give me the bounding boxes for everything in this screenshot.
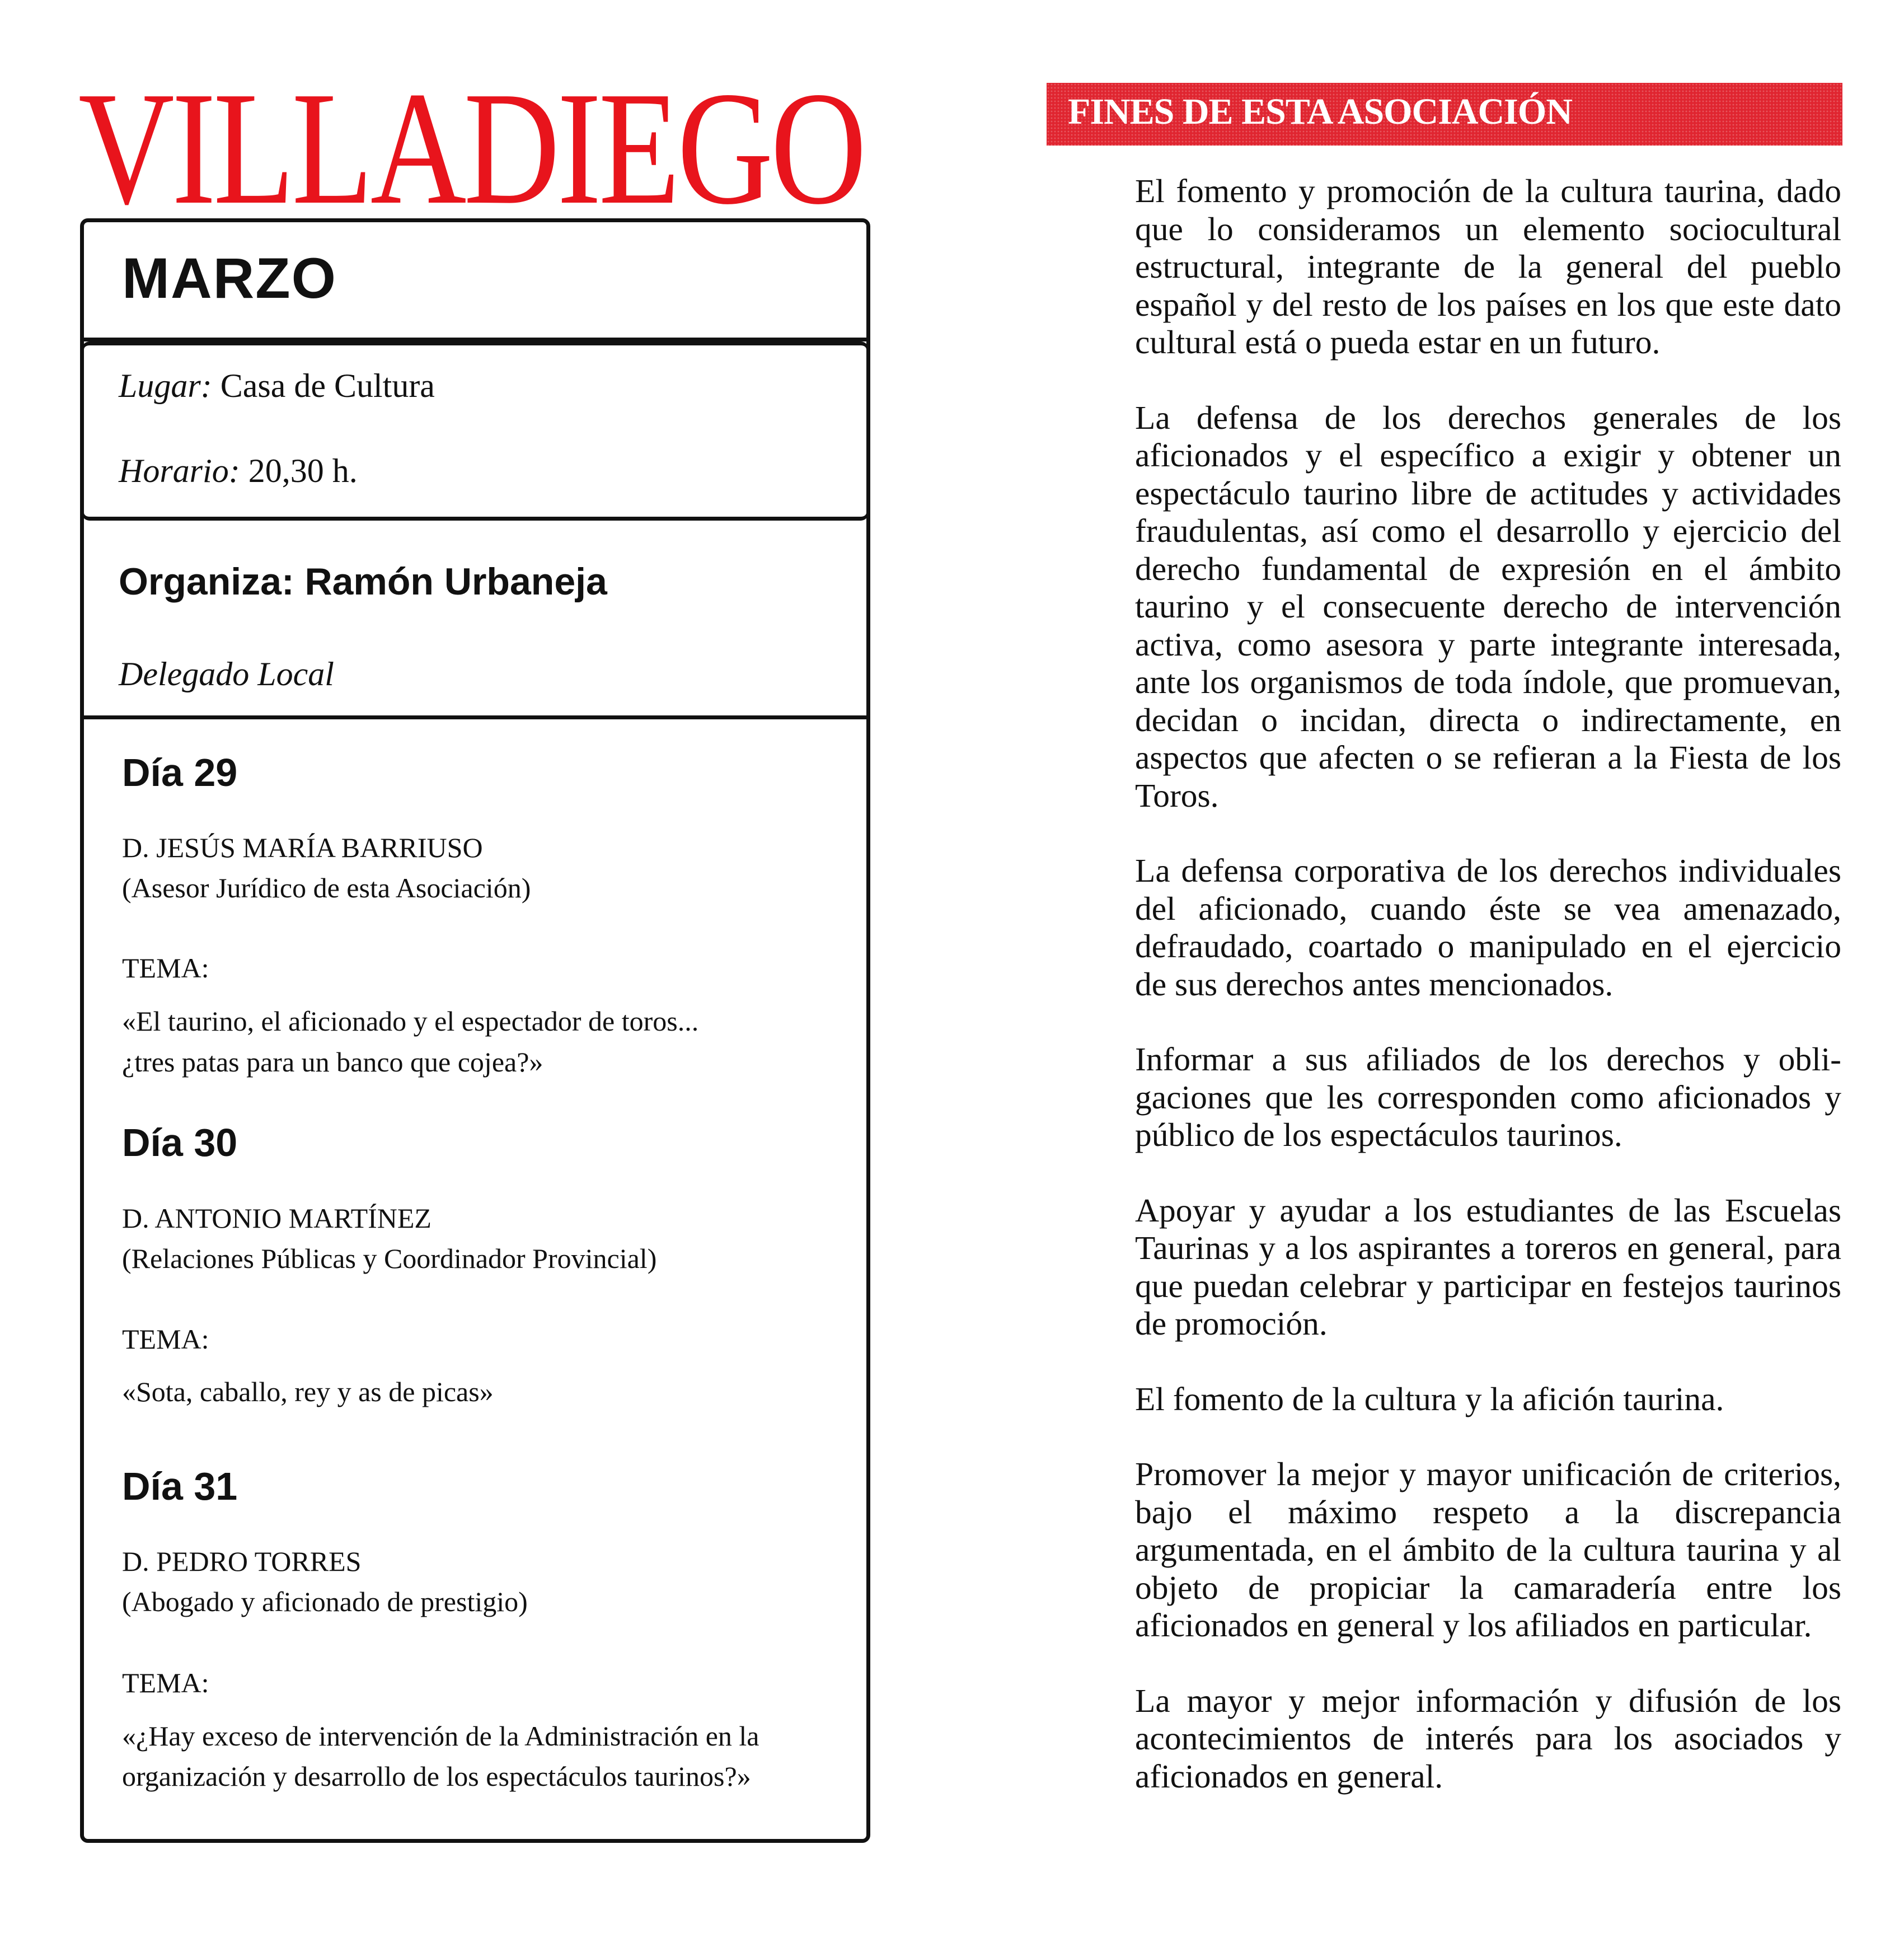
aim-paragraph: Apoyar y ayudar a los estudiantes de las Escuelas Taurinas y a los aspirantes a toreros en general, para que puedan celebrar y participar en festejos taurinos de promoción. xyxy=(1135,1191,1841,1342)
speaker-name: D. JESÚS MARÍA BARRIUSO xyxy=(122,832,483,863)
days-section xyxy=(84,719,866,1839)
aims-banner xyxy=(1047,83,1842,146)
aim-paragraph: Promover la mejor y mayor unificación de criterios, bajo el máximo respeto a la discrepancia argumentada, en el ámbito de la cultura taurina y al objeto de propiciar la camaradería entre los aficionados en general y los afiliados en particular. xyxy=(1135,1455,1841,1644)
aim-paragraph: Informar a sus afiliados de los derechos y obligaciones que les corresponden como aficionados y público de los espectáculos taurinos. xyxy=(1135,1041,1841,1153)
speaker-role: (Abogado y aficionado de prestigio) xyxy=(122,1586,528,1617)
aims-heading: FINES DE ESTA ASOCIACIÓN xyxy=(1068,91,1572,132)
organizer-role: Delegado Local xyxy=(119,656,334,692)
venue-section xyxy=(82,341,869,521)
topic-label: TEMA: xyxy=(122,1667,209,1698)
topic-line: «¿Hay exceso de intervención de la Administración en la xyxy=(122,1720,759,1752)
day-heading: Día 31 xyxy=(122,1464,238,1508)
topic-label: TEMA: xyxy=(122,952,209,984)
program-box xyxy=(80,218,870,1843)
month-section xyxy=(84,222,866,341)
topic-line: «Sota, caballo, rey y as de picas» xyxy=(122,1376,494,1407)
speaker-name: D. ANTONIO MARTÍNEZ xyxy=(122,1202,432,1234)
place-label: Lugar: xyxy=(119,367,212,404)
time-value: 20,30 h. xyxy=(248,452,358,489)
speaker-role: (Relaciones Públicas y Coordinador Provincial) xyxy=(122,1243,657,1274)
place-value: Casa de Cultura xyxy=(220,367,435,404)
day-heading: Día 29 xyxy=(122,751,238,794)
aim-paragraph: La mayor y mejor información y difusión de los acontecimientos de interés para los asociados y aficionados en general. xyxy=(1135,1682,1841,1795)
aim-paragraph: La defensa de los derechos generales de los aficionados y el específico a exigir y obtener un espectáculo taurino libre de actitudes y actividades fraudulentas, así como el desarrollo y ejercicio del derecho fundamental de expresión en el ámbito taurino y el consecuente derecho de intervención activa, como asesora y parte integrante interesada, ante los organismos de toda índole, que promuevan, decidan o incidan, directa o indirectamente, en aspectos que afecten o se refieran a la Fiesta de los Toros. xyxy=(1135,399,1841,814)
aim-paragraph: El fomento de la cultura y la afición taurina. xyxy=(1135,1380,1724,1417)
month-heading: MARZO xyxy=(122,246,337,310)
topic-label: TEMA: xyxy=(122,1323,209,1355)
topic-line: ¿tres patas para un banco que cojea?» xyxy=(122,1046,543,1078)
aim-paragraph: La defensa corporativa de los derechos individuales del aficionado, cuando éste se vea amenazado, defraudado, coartado o manipulado en el ejercicio de sus derechos antes mencionados. xyxy=(1135,852,1841,1003)
page-title: VILLADIEGO xyxy=(78,58,864,238)
organizer-section xyxy=(84,521,866,719)
day-heading: Día 30 xyxy=(122,1121,238,1164)
time-label: Horario: xyxy=(119,452,240,489)
organizer-name: Organiza: Ramón Urbaneja xyxy=(119,560,607,603)
aims-list xyxy=(1135,172,1841,1833)
speaker-name: D. PEDRO TORRES xyxy=(122,1546,362,1577)
time-line xyxy=(119,452,358,490)
place-line xyxy=(119,367,435,405)
topic-line: «El taurino, el aficionado y el espectador de toros... xyxy=(122,1005,699,1037)
aim-paragraph: El fomento y promoción de la cultura taurina, dado que lo consideramos un elemento sociocultural estructural, integrante de la general del pueblo español y del resto de los países en los que este dato cultural está o pueda estar en un futuro. xyxy=(1135,172,1841,361)
topic-line: organización y desarrollo de los espectáculos taurinos?» xyxy=(122,1761,751,1792)
speaker-role: (Asesor Jurídico de esta Asociación) xyxy=(122,872,531,904)
